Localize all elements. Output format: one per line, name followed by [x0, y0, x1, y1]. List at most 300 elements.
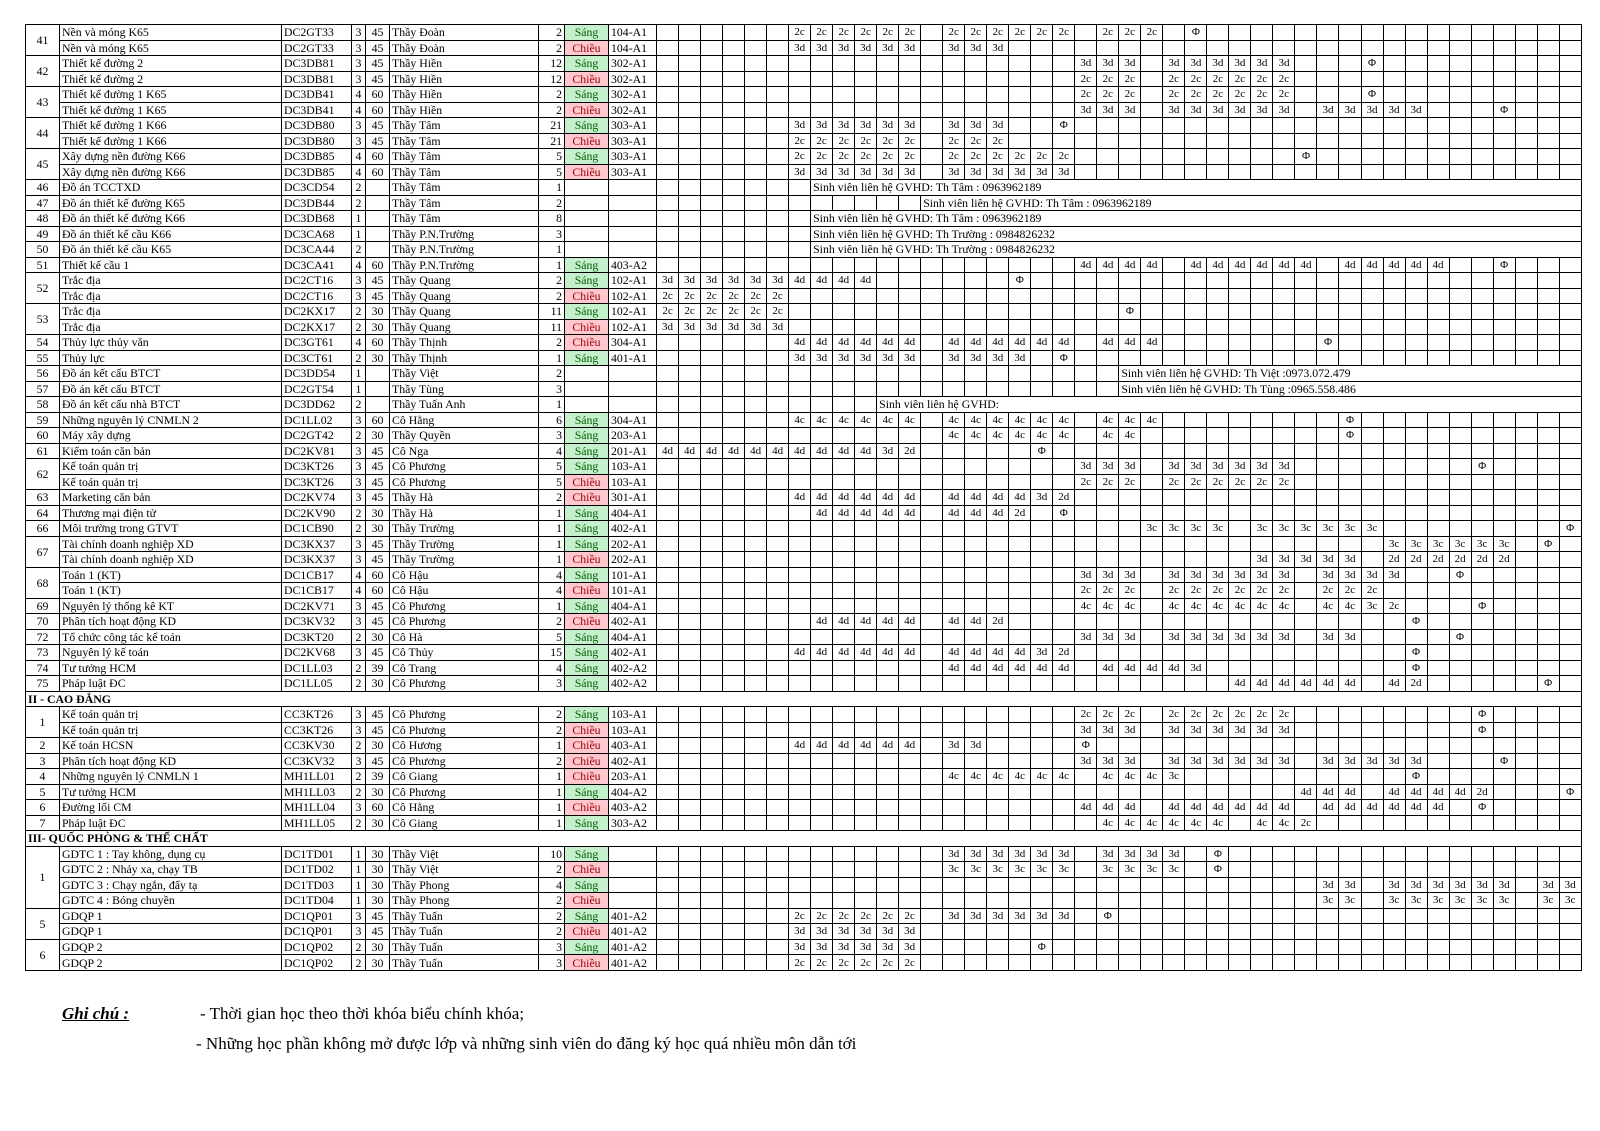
- grid-cell: [767, 71, 789, 87]
- grid-cell: [1053, 583, 1075, 599]
- grid-cell: 3d: [965, 118, 987, 134]
- grid-cell: 3d: [1097, 56, 1119, 72]
- grid-cell: [811, 288, 833, 304]
- credits: 4: [352, 335, 366, 351]
- grid-cell: 4d: [1383, 784, 1405, 800]
- grid-cell: [1471, 769, 1493, 785]
- row-number: 42: [26, 56, 60, 87]
- class-count: 2: [539, 102, 565, 118]
- grid-cell: [1273, 536, 1295, 552]
- grid-cell: [723, 366, 745, 382]
- grid-cell: [1537, 459, 1559, 475]
- grid-cell: 3c: [1383, 893, 1405, 909]
- course-row: [26, 443, 1582, 459]
- grid-cell: 3d: [1251, 629, 1273, 645]
- grid-cell: [1405, 924, 1427, 940]
- grid-cell: [1119, 40, 1141, 56]
- grid-cell: [767, 645, 789, 661]
- grid-cell: [1361, 412, 1383, 428]
- periods: 45: [366, 133, 390, 149]
- grid-cell: [1009, 102, 1031, 118]
- row-number: 6: [26, 939, 60, 971]
- credits: 2: [352, 428, 366, 444]
- grid-cell: [1405, 273, 1427, 289]
- grid-cell: [1053, 924, 1075, 940]
- course-row: [26, 490, 1582, 506]
- grid-cell: [943, 474, 965, 490]
- grid-cell: [1427, 350, 1449, 366]
- grid-cell: [1361, 350, 1383, 366]
- course-name: Những nguyên lý CNMLN 1: [60, 769, 282, 785]
- grid-cell: [1053, 707, 1075, 723]
- grid-cell: [1493, 567, 1515, 583]
- grid-cell: [833, 521, 855, 537]
- grid-cell: [833, 877, 855, 893]
- grid-cell: [1097, 784, 1119, 800]
- grid-cell: [1273, 877, 1295, 893]
- grid-cell: [1251, 536, 1273, 552]
- grid-cell: [1383, 71, 1405, 87]
- lecturer: Cô Phương: [390, 784, 539, 800]
- grid-cell: [1009, 443, 1031, 459]
- grid-cell: [1361, 707, 1383, 723]
- grid-cell: [921, 118, 943, 134]
- course-code: DC1QP02: [282, 955, 352, 971]
- grid-cell: [921, 645, 943, 661]
- session-badge: Chiều: [565, 583, 609, 599]
- room: 402-A1: [609, 645, 657, 661]
- grid-cell: 3d: [679, 319, 701, 335]
- credits: 2: [352, 304, 366, 320]
- grid-cell: [1075, 304, 1097, 320]
- periods: 45: [366, 459, 390, 475]
- credits: 3: [352, 753, 366, 769]
- credits: 4: [352, 583, 366, 599]
- course-code: DC1LL03: [282, 660, 352, 676]
- grid-cell: [899, 815, 921, 831]
- grid-cell: [657, 583, 679, 599]
- grid-cell: [1141, 71, 1163, 87]
- grid-cell: [1031, 707, 1053, 723]
- grid-cell: [1009, 366, 1031, 382]
- lecturer: Thầy Quang: [390, 304, 539, 320]
- grid-cell: 4d: [1185, 257, 1207, 273]
- grid-cell: [1185, 412, 1207, 428]
- grid-cell: [833, 629, 855, 645]
- grid-cell: [1273, 614, 1295, 630]
- grid-cell: [1119, 505, 1141, 521]
- grid-cell: [965, 707, 987, 723]
- grid-cell: [701, 226, 723, 242]
- grid-cell: [745, 583, 767, 599]
- grid-cell: [679, 257, 701, 273]
- grid-cell: [701, 567, 723, 583]
- course-row: [26, 273, 1582, 289]
- periods: 30: [366, 521, 390, 537]
- grid-cell: [1405, 815, 1427, 831]
- grid-cell: [657, 800, 679, 816]
- grid-cell: [1251, 273, 1273, 289]
- grid-cell: [1009, 877, 1031, 893]
- grid-cell: [1449, 133, 1471, 149]
- grid-cell: [987, 319, 1009, 335]
- grid-cell: [701, 862, 723, 878]
- grid-cell: [987, 459, 1009, 475]
- grid-cell: [1053, 366, 1075, 382]
- row-number: 4: [26, 769, 60, 785]
- grid-cell: [1163, 350, 1185, 366]
- grid-cell: [1361, 25, 1383, 41]
- grid-cell: [767, 40, 789, 56]
- grid-cell: [679, 583, 701, 599]
- grid-cell: [1361, 955, 1383, 971]
- grid-cell: [921, 862, 943, 878]
- grid-cell: [1295, 707, 1317, 723]
- grid-cell: [1295, 877, 1317, 893]
- exam-marker: Φ: [1537, 676, 1559, 692]
- grid-cell: [921, 769, 943, 785]
- course-name: GDQP 1: [60, 924, 282, 940]
- grid-cell: [877, 676, 899, 692]
- grid-cell: [789, 459, 811, 475]
- grid-cell: [1229, 133, 1251, 149]
- grid-cell: [767, 397, 789, 413]
- grid-cell: [789, 800, 811, 816]
- grid-cell: [701, 552, 723, 568]
- grid-cell: [789, 366, 811, 382]
- course-name: Đồ án thiết kế đường K66: [60, 211, 282, 227]
- class-count: 21: [539, 118, 565, 134]
- session-badge: Chiều: [565, 552, 609, 568]
- grid-cell: [921, 784, 943, 800]
- grid-cell: 4c: [1273, 598, 1295, 614]
- grid-cell: [789, 877, 811, 893]
- class-count: 1: [539, 815, 565, 831]
- row-number: 51: [26, 257, 60, 273]
- grid-cell: [1229, 877, 1251, 893]
- grid-cell: [1339, 815, 1361, 831]
- grid-cell: [1383, 660, 1405, 676]
- periods: 45: [366, 443, 390, 459]
- grid-cell: 4d: [1207, 800, 1229, 816]
- grid-cell: [1361, 335, 1383, 351]
- grid-cell: 3d: [1229, 567, 1251, 583]
- grid-cell: [899, 676, 921, 692]
- session-badge: Sáng: [565, 660, 609, 676]
- exam-marker: Φ: [1119, 304, 1141, 320]
- grid-cell: [1515, 877, 1537, 893]
- grid-cell: [1053, 800, 1075, 816]
- grid-cell: [1295, 955, 1317, 971]
- grid-cell: [767, 257, 789, 273]
- grid-cell: [877, 862, 899, 878]
- grid-cell: [1537, 71, 1559, 87]
- grid-cell: [1097, 118, 1119, 134]
- grid-cell: [811, 521, 833, 537]
- grid-cell: 4d: [1053, 335, 1075, 351]
- grid-cell: [767, 25, 789, 41]
- course-code: DC3DD54: [282, 366, 352, 382]
- lecturer: Cô Hậu: [390, 567, 539, 583]
- course-code: DC3KX37: [282, 552, 352, 568]
- grid-cell: [1295, 924, 1317, 940]
- grid-cell: [1229, 149, 1251, 165]
- course-code: DC3CA44: [282, 242, 352, 258]
- grid-cell: [657, 474, 679, 490]
- course-name: Nguyên lý kế toán: [60, 645, 282, 661]
- grid-cell: 3d: [987, 164, 1009, 180]
- grid-cell: [1251, 924, 1273, 940]
- grid-cell: 4d: [811, 443, 833, 459]
- grid-cell: [701, 397, 723, 413]
- grid-cell: [723, 629, 745, 645]
- exam-marker: Φ: [1537, 536, 1559, 552]
- credits: 2: [352, 195, 366, 211]
- grid-cell: [1427, 955, 1449, 971]
- grid-cell: 2c: [987, 149, 1009, 165]
- credits: 1: [352, 893, 366, 909]
- periods: 45: [366, 645, 390, 661]
- grid-cell: 4d: [1141, 335, 1163, 351]
- row-number: 59: [26, 412, 60, 428]
- grid-cell: 4d: [877, 614, 899, 630]
- grid-cell: [701, 722, 723, 738]
- grid-cell: [1427, 707, 1449, 723]
- grid-cell: [1449, 505, 1471, 521]
- grid-cell: [1405, 25, 1427, 41]
- grid-cell: 3d: [1251, 753, 1273, 769]
- grid-cell: [1207, 784, 1229, 800]
- course-code: DC3DB44: [282, 195, 352, 211]
- grid-cell: 4c: [1031, 428, 1053, 444]
- course-code: DC3DB85: [282, 149, 352, 165]
- grid-cell: [1295, 288, 1317, 304]
- credits: 4: [352, 164, 366, 180]
- grid-cell: [767, 366, 789, 382]
- grid-cell: [855, 319, 877, 335]
- grid-cell: [1097, 366, 1119, 382]
- grid-cell: 2d: [1449, 552, 1471, 568]
- class-count: 2: [539, 924, 565, 940]
- grid-cell: [1031, 102, 1053, 118]
- room: [609, 381, 657, 397]
- grid-cell: 3d: [987, 846, 1009, 862]
- grid-cell: [1009, 598, 1031, 614]
- grid-cell: 2c: [1097, 707, 1119, 723]
- grid-cell: 4d: [855, 738, 877, 754]
- grid-cell: [767, 102, 789, 118]
- course-name: Thiết kế đường 1 K66: [60, 118, 282, 134]
- grid-cell: 2c: [1383, 598, 1405, 614]
- grid-cell: [965, 459, 987, 475]
- grid-cell: 4d: [899, 614, 921, 630]
- grid-cell: [1471, 753, 1493, 769]
- grid-cell: 4c: [1119, 769, 1141, 785]
- grid-cell: [943, 521, 965, 537]
- grid-cell: 4d: [1207, 257, 1229, 273]
- course-code: MH1LL03: [282, 784, 352, 800]
- grid-cell: [679, 335, 701, 351]
- grid-cell: [1361, 536, 1383, 552]
- grid-cell: [1097, 939, 1119, 955]
- grid-cell: [1009, 474, 1031, 490]
- grid-cell: [1053, 536, 1075, 552]
- grid-cell: [899, 521, 921, 537]
- grid-cell: 2c: [1251, 707, 1273, 723]
- grid-cell: [1031, 598, 1053, 614]
- grid-cell: [679, 955, 701, 971]
- grid-cell: 3d: [1383, 102, 1405, 118]
- grid-cell: [1405, 56, 1427, 72]
- grid-cell: [1515, 428, 1537, 444]
- grid-cell: [679, 660, 701, 676]
- grid-cell: [1251, 955, 1273, 971]
- grid-cell: [1075, 955, 1097, 971]
- grid-cell: 4d: [811, 490, 833, 506]
- grid-cell: [1251, 893, 1273, 909]
- grid-cell: 3d: [1163, 102, 1185, 118]
- grid-cell: [1075, 505, 1097, 521]
- grid-cell: [1185, 784, 1207, 800]
- grid-cell: [1427, 939, 1449, 955]
- grid-cell: [943, 893, 965, 909]
- row-number: 6: [26, 800, 60, 816]
- row-number: 66: [26, 521, 60, 537]
- grid-cell: [1537, 521, 1559, 537]
- class-count: 5: [539, 459, 565, 475]
- grid-cell: [679, 505, 701, 521]
- grid-cell: [833, 769, 855, 785]
- grid-cell: [965, 521, 987, 537]
- grid-cell: [1141, 784, 1163, 800]
- grid-cell: [1141, 645, 1163, 661]
- grid-cell: 3d: [1163, 753, 1185, 769]
- grid-cell: 4d: [855, 273, 877, 289]
- grid-cell: 4c: [1097, 412, 1119, 428]
- grid-cell: [1515, 505, 1537, 521]
- grid-cell: 3c: [1383, 536, 1405, 552]
- grid-cell: 3d: [1273, 56, 1295, 72]
- grid-cell: [1163, 164, 1185, 180]
- grid-cell: [701, 893, 723, 909]
- class-count: 4: [539, 443, 565, 459]
- grid-cell: [965, 583, 987, 599]
- grid-cell: [921, 273, 943, 289]
- credits: 3: [352, 25, 366, 41]
- grid-cell: [811, 87, 833, 103]
- grid-cell: [789, 676, 811, 692]
- grid-cell: [657, 87, 679, 103]
- grid-cell: [1273, 133, 1295, 149]
- class-count: 2: [539, 490, 565, 506]
- grid-cell: [965, 552, 987, 568]
- grid-cell: 3d: [833, 350, 855, 366]
- grid-cell: [1097, 877, 1119, 893]
- schedule-body: [26, 25, 1582, 971]
- grid-cell: [1119, 149, 1141, 165]
- grid-cell: [723, 815, 745, 831]
- grid-cell: [1295, 102, 1317, 118]
- grid-cell: 2c: [1273, 71, 1295, 87]
- grid-cell: [657, 536, 679, 552]
- grid-cell: [679, 707, 701, 723]
- grid-cell: [723, 40, 745, 56]
- grid-cell: [1141, 629, 1163, 645]
- course-row: [26, 304, 1582, 320]
- grid-cell: [1031, 133, 1053, 149]
- grid-cell: [943, 536, 965, 552]
- grid-cell: [987, 722, 1009, 738]
- grid-cell: [943, 784, 965, 800]
- course-name: Đồ án thiết kế cầu K65: [60, 242, 282, 258]
- grid-cell: [921, 288, 943, 304]
- grid-cell: [921, 598, 943, 614]
- grid-cell: [1229, 118, 1251, 134]
- credits: 3: [352, 474, 366, 490]
- periods: 45: [366, 924, 390, 940]
- grid-cell: 4c: [1229, 598, 1251, 614]
- room: 103-A1: [609, 474, 657, 490]
- grid-cell: 2c: [855, 149, 877, 165]
- grid-cell: [877, 428, 899, 444]
- grid-cell: 2c: [855, 908, 877, 924]
- grid-cell: [1383, 614, 1405, 630]
- grid-cell: [679, 815, 701, 831]
- grid-cell: [1493, 288, 1515, 304]
- grid-cell: 4c: [1053, 769, 1075, 785]
- grid-cell: [1229, 443, 1251, 459]
- grid-cell: [943, 598, 965, 614]
- grid-cell: [1273, 25, 1295, 41]
- grid-cell: [1339, 350, 1361, 366]
- periods: [366, 195, 390, 211]
- grid-cell: 4c: [789, 412, 811, 428]
- grid-cell: 3d: [833, 924, 855, 940]
- grid-cell: 3d: [899, 40, 921, 56]
- row-number: 69: [26, 598, 60, 614]
- grid-cell: [1339, 645, 1361, 661]
- grid-cell: [965, 815, 987, 831]
- course-name: Kế toán HCSN: [60, 738, 282, 754]
- grid-cell: [1361, 676, 1383, 692]
- grid-cell: [1251, 614, 1273, 630]
- grid-cell: [1185, 319, 1207, 335]
- room: [609, 397, 657, 413]
- class-count: 1: [539, 552, 565, 568]
- course-row: [26, 552, 1582, 568]
- grid-cell: [1317, 459, 1339, 475]
- grid-cell: [1471, 583, 1493, 599]
- grid-cell: [1097, 552, 1119, 568]
- grid-cell: [877, 598, 899, 614]
- credits: 2: [352, 350, 366, 366]
- grid-cell: [1559, 676, 1581, 692]
- grid-cell: [701, 428, 723, 444]
- grid-cell: 3d: [1383, 567, 1405, 583]
- grid-cell: 3d: [1031, 490, 1053, 506]
- grid-cell: 2c: [943, 149, 965, 165]
- grid-cell: [767, 614, 789, 630]
- grid-cell: [921, 335, 943, 351]
- grid-cell: [1141, 149, 1163, 165]
- course-name: GDQP 2: [60, 939, 282, 955]
- grid-cell: [723, 56, 745, 72]
- grid-cell: [921, 955, 943, 971]
- grid-cell: 4d: [877, 738, 899, 754]
- grid-cell: 2c: [1229, 474, 1251, 490]
- grid-cell: [657, 381, 679, 397]
- grid-cell: [701, 908, 723, 924]
